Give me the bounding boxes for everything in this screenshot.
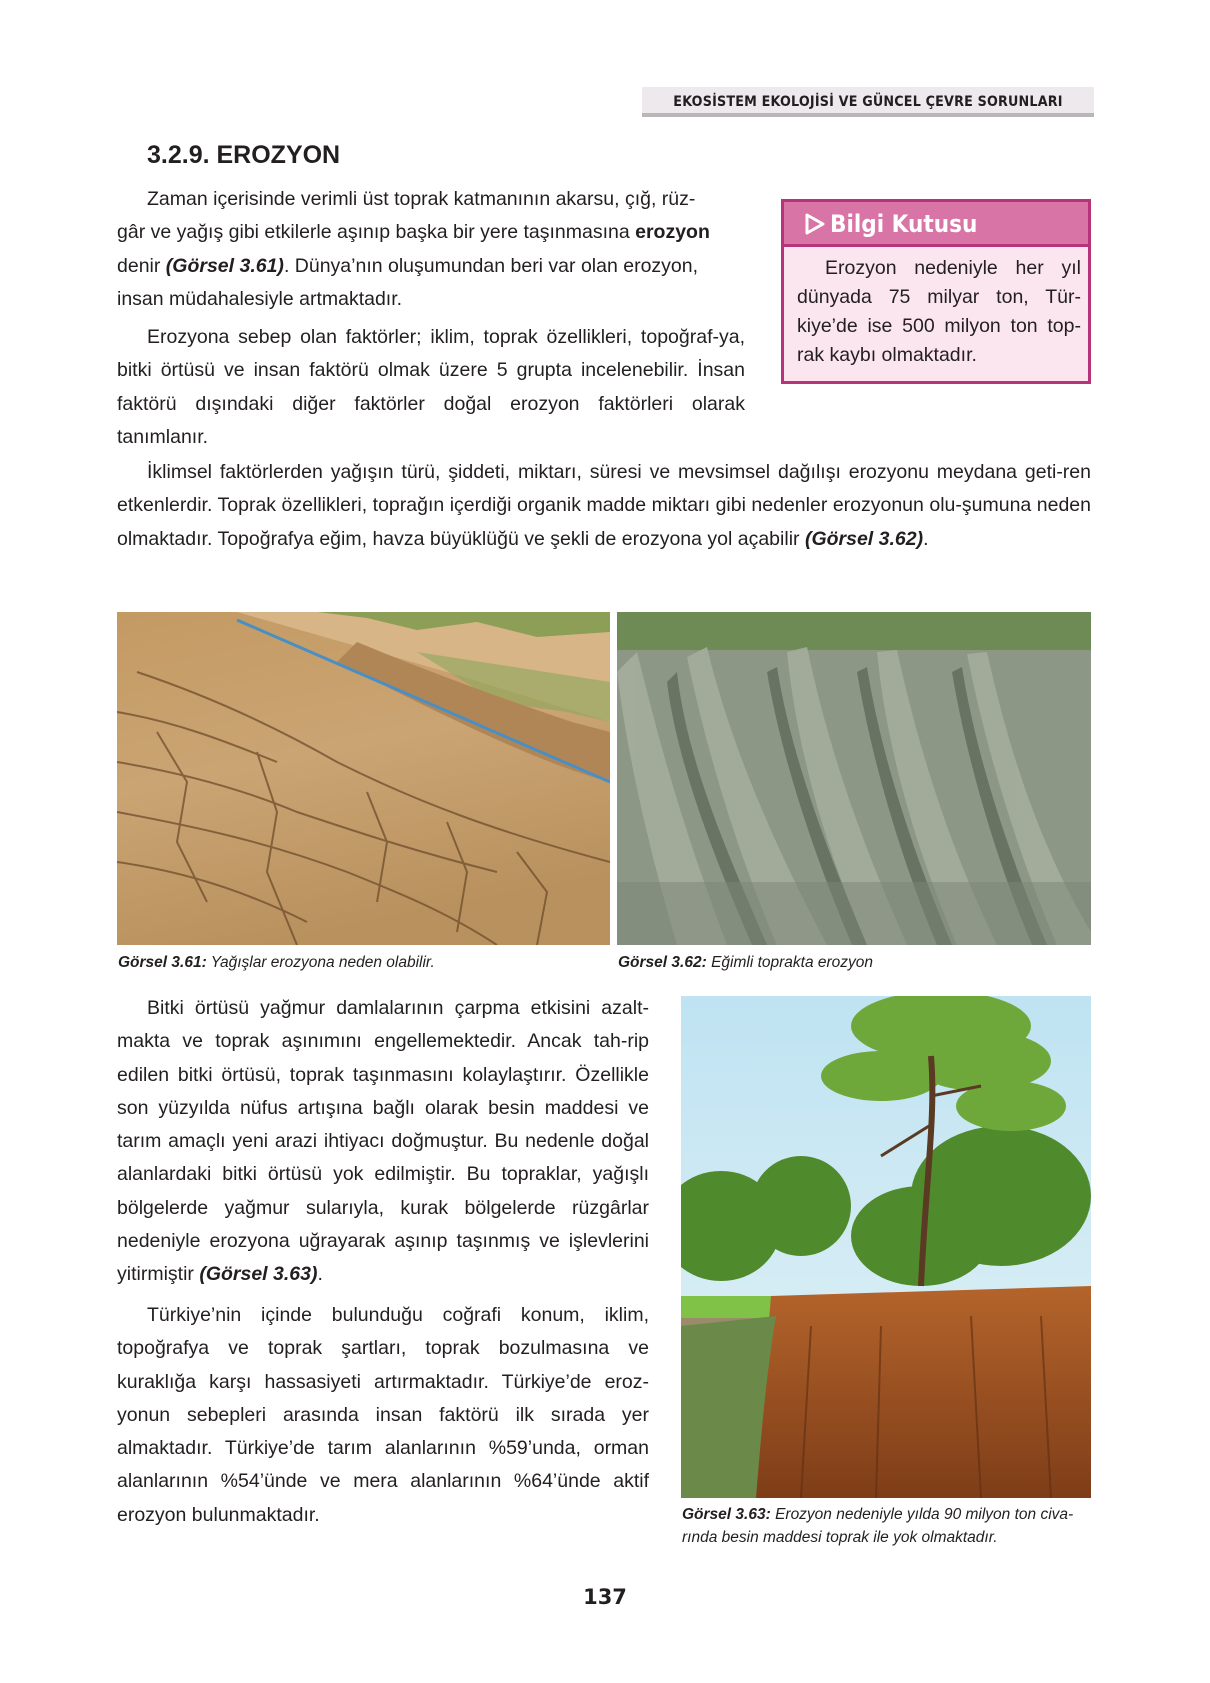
paragraph-2: Erozyona sebep olan faktörler; iklim, toprak özellikleri, topoğraf-ya, bitki örtüsü ve insan faktörü olmak üzere 5 grupta incelenebilir. İnsan faktörü dışındaki diğer faktörler doğal erozyon faktörleri olarak tanımlanır. <box>117 326 745 448</box>
paragraph-1-line-4: insan müdahalesiyle artmaktadır. <box>117 287 403 310</box>
photo-cracked-dry-soil <box>117 612 610 945</box>
figure-ref-3-63: (Görsel 3.63) <box>199 1263 318 1286</box>
figure-caption-text: Eğimli toprakta erozyon <box>711 954 874 971</box>
info-box-title: Bilgi Kutusu <box>830 210 978 238</box>
term-erozyon: erozyon <box>635 221 710 244</box>
info-box <box>781 199 1091 384</box>
play-arrow-icon <box>804 213 826 235</box>
paragraph-3 <box>117 456 1091 556</box>
paragraph-5: Türkiye’nin içinde bulunduğu coğrafi konum, iklim, topoğrafya ve toprak şartları, toprak bozulmasına ve kuraklığa karşı hassasiyeti artırmaktadır. Türkiye’de eroz-yonun sebepleri arasında insan faktörü ilk sırada yer almaktadır. Türkiye’de tarım alanlarının %59’unda, orman alanlarının %54’ünde ve mera alanlarının %64’ünde aktif erozyon bulunmaktadır. <box>117 1304 649 1526</box>
info-box-header <box>784 202 1088 247</box>
paragraph-3-end: . <box>923 527 929 550</box>
figure-ref-3-62: (Görsel 3.62) <box>804 527 924 550</box>
paragraph-4 <box>117 992 649 1292</box>
figure-label: Görsel 3.63: <box>682 1506 771 1523</box>
figure-caption-3-62 <box>618 951 873 974</box>
figure-caption-text-line-2: rında besin maddesi toprak ile yok olmaktadır. <box>682 1529 998 1546</box>
figure-caption-text: Yağışlar erozyona neden olabilir. <box>210 954 435 971</box>
figure-ref-3-61: (Görsel 3.61) <box>165 254 284 277</box>
figure-label: Görsel 3.62: <box>618 954 707 971</box>
section-title: 3.2.9. EROZYON <box>147 141 341 169</box>
paragraph-1-line-3-pre: denir <box>117 254 161 277</box>
page-number: 137 <box>583 1585 627 1609</box>
info-box-text: Erozyon nedeniyle her yıl dünyada 75 milyar ton, Tür-kiye’de ise 500 milyon ton top-rak kaybı olmaktadır. <box>797 257 1081 366</box>
photo-gullied-slope <box>617 612 1091 945</box>
paragraph-1 <box>117 183 745 316</box>
paragraph-1-line-2: gâr ve yağış gibi etkilerle aşınıp başka bir yere taşınmasına <box>117 221 630 244</box>
paragraph-1-line-1: Zaman içerisinde verimli üst toprak katmanının akarsu, çığ, rüz- <box>147 188 696 210</box>
paragraph-4-text: Bitki örtüsü yağmur damlalarının çarpma etkisini azalt-makta ve toprak aşınımını engellemektedir. Ancak tah-rip edilen bitki örtüsü, toprak taşınmasını kolaylaştırır. Özellikle son yüzyılda nüfus artışına bağlı olarak besin maddesi ve tarım amaçlı yeni arazi ihtiyacı doğmuştur. Bu nedenle doğal alanlardaki bitki örtüsü yok edilmiştir. Bu topraklar, yağışlı bölgelerde yağmur sularıyla, kurak bölgelerde rüzgârlar nedeniyle erozyona uğrayarak aşınıp taşınmış ve işlevlerini yitirmiştir <box>117 997 649 1286</box>
photo-eroded-riverbank <box>681 996 1091 1498</box>
paragraph-3-text: İklimsel faktörlerden yağışın türü, şiddeti, miktarı, süresi ve mevsimsel dağılışı erozyonu meydana geti-ren etkenlerdir. Toprak özellikleri, toprağın içerdiği organik madde miktarı gibi nedenler erozyonun olu-şumuna neden olmaktadır. Topoğrafya eğim, havza büyüklüğü ve şekli de erozyona yol açabilir <box>117 461 1091 550</box>
running-header: EKOSİSTEM EKOLOJİSİ VE GÜNCEL ÇEVRE SORUNLARI <box>673 94 1063 110</box>
figure-caption-3-61 <box>118 951 435 974</box>
paragraph-1-line-3-post: . Dünya’nın oluşumundan beri var olan erozyon, <box>283 254 699 277</box>
paragraph-4-end: . <box>317 1263 323 1286</box>
figure-caption-text-line-1: Erozyon nedeniyle yılda 90 milyon ton civa- <box>775 1506 1074 1523</box>
figure-caption-3-63 <box>682 1503 1073 1549</box>
figure-label: Görsel 3.61: <box>118 954 207 971</box>
